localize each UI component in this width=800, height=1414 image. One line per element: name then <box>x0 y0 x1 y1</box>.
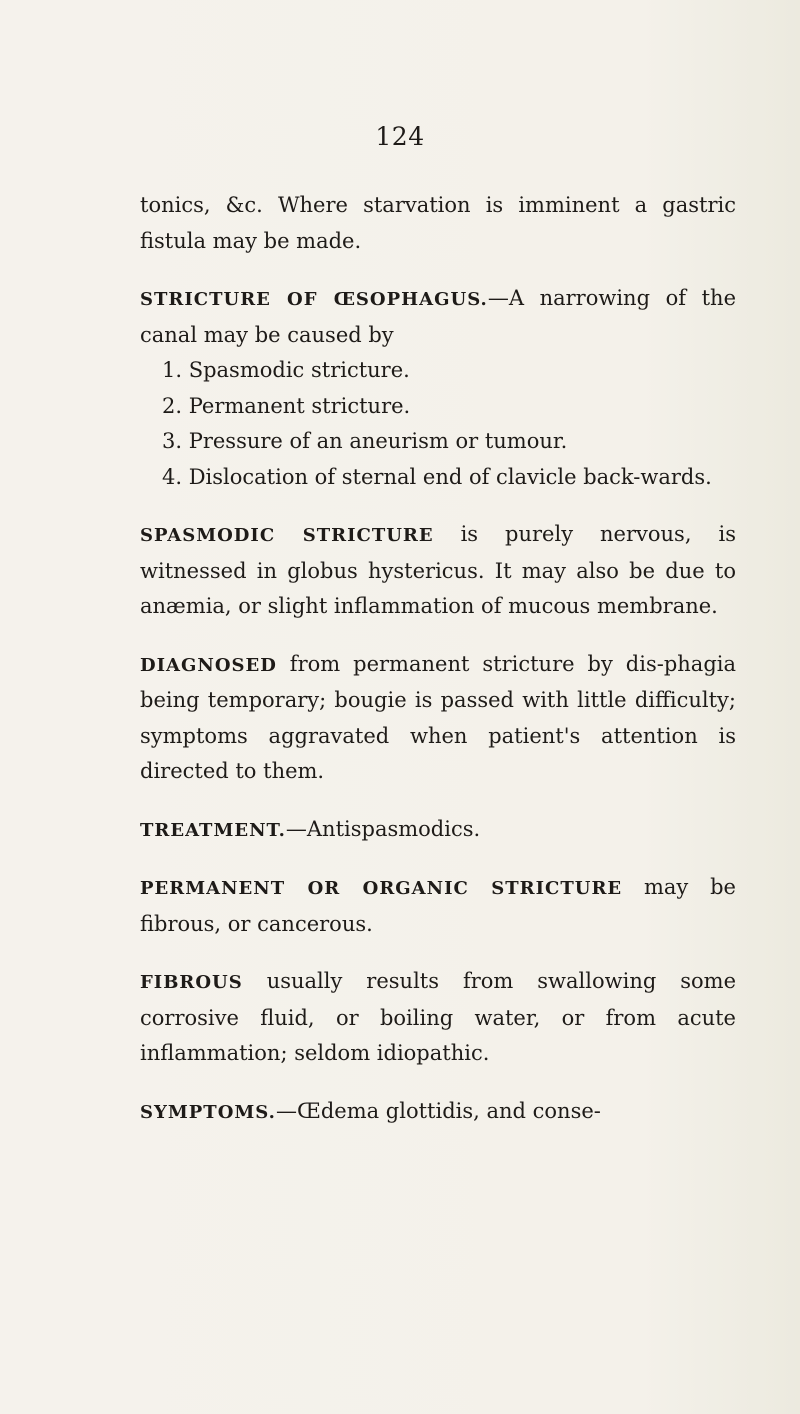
paragraph-stricture-oesophagus <box>140 281 736 353</box>
list-item-pressure: 3. Pressure of an aneurism or tumour. <box>162 429 568 453</box>
paragraph-text: is purely nervous, is witnessed in globus hystericus. It may also be due to anæmia, or slight inflammation of mucous membrane. <box>140 522 736 618</box>
paragraph-text: —A narrowing of the canal may be caused by <box>140 286 736 347</box>
section-heading: DIAGNOSED <box>140 654 277 676</box>
list-item-spasmodic: 1. Spasmodic stricture. <box>162 358 410 382</box>
paragraph-text: —Antispasmodics. <box>285 816 481 841</box>
paragraph-tonics <box>140 188 736 259</box>
paragraph-text: may be fibrous, or cancerous. <box>140 875 736 936</box>
page-body <box>140 188 736 1152</box>
section-heading: PERMANENT OR ORGANIC STRICTURE <box>140 878 623 899</box>
paragraph-text: —Œdema glottidis, and conse- <box>275 1098 601 1123</box>
paragraph-permanent-stricture <box>140 870 736 942</box>
paragraph-fibrous <box>140 964 736 1072</box>
paragraph-diagnosed <box>140 647 736 790</box>
paragraph-symptoms <box>140 1094 736 1131</box>
list-item-dislocation: 4. Dislocation of sternal end of clavicle back-wards. <box>162 464 712 489</box>
list-item-permanent: 2. Permanent stricture. <box>162 393 411 418</box>
section-heading: STRICTURE OF ŒSOPHAGUS. <box>140 289 488 310</box>
page-number: 124 <box>375 122 425 151</box>
paragraph-spasmodic-stricture <box>140 517 736 625</box>
paragraph-text: from permanent stricture by dis-phagia being temporary; bougie is passed with little difficulty; symptoms aggravated when patient's attention is directed to them. <box>140 651 736 783</box>
paragraph-treatment <box>140 812 736 849</box>
section-heading: FIBROUS <box>140 972 243 993</box>
section-heading: SYMPTOMS. <box>140 1101 276 1123</box>
section-heading: TREATMENT. <box>140 819 286 841</box>
paragraph-text: tonics, &c. Where starvation is imminent a gastric fistula may be made. <box>140 193 736 253</box>
section-heading: SPASMODIC STRICTURE <box>140 525 434 546</box>
paragraph-text: usually results from swallowing some corrosive fluid, or boiling water, or from acute inflammation; seldom idiopathic. <box>140 969 736 1065</box>
